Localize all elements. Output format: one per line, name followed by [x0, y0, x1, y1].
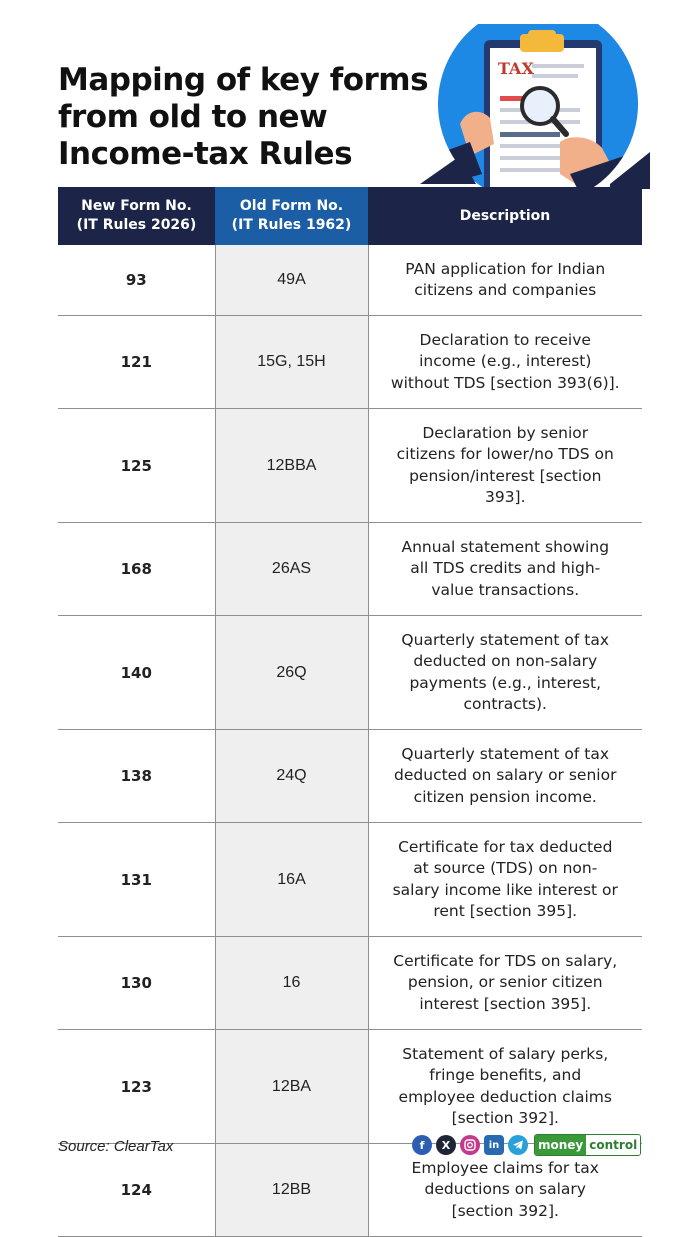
tax-document-magnifier-icon — [420, 24, 650, 189]
new-form-cell: 138 — [58, 730, 215, 823]
old-form-cell: 12BBA — [215, 409, 368, 523]
old-form-cell: 16A — [215, 823, 368, 937]
new-form-cell: 124 — [58, 1144, 215, 1237]
forms-mapping-table — [58, 187, 642, 1237]
description-cell: Statement of salary perks, fringe benefits, and employee deduction claims [section 392]. — [368, 1030, 642, 1144]
description-cell: Annual statement showing all TDS credits and high- value transactions. — [368, 523, 642, 616]
new-form-cell: 140 — [58, 616, 215, 730]
title-line-3: Income-tax Rules — [58, 136, 353, 172]
description-cell: Declaration to receive income (e.g., interest) without TDS [section 393(6)]. — [368, 316, 642, 409]
moneycontrol-logo: money control — [534, 1134, 641, 1156]
table-row — [58, 823, 642, 937]
table-row — [58, 1144, 642, 1237]
table-row — [58, 937, 642, 1030]
table-row — [58, 1030, 642, 1144]
table-row — [58, 316, 642, 409]
table-row — [58, 245, 642, 316]
title-line-1: Mapping of key forms — [58, 62, 429, 98]
description-cell: Declaration by senior citizens for lower/no TDS on pension/interest [section 393]. — [368, 409, 642, 523]
linkedin-icon[interactable]: in — [484, 1135, 504, 1155]
description-cell: Quarterly statement of tax deducted on non-salary payments (e.g., interest, contracts). — [368, 616, 642, 730]
header-description: Description — [368, 187, 642, 245]
description-cell: Certificate for TDS on salary, pension, or senior citizen interest [section 395]. — [368, 937, 642, 1030]
table-row — [58, 409, 642, 523]
old-form-cell: 12BB — [215, 1144, 368, 1237]
new-form-cell: 121 — [58, 316, 215, 409]
table-header-row — [58, 187, 642, 245]
description-cell: Certificate for tax deducted at source (TDS) on non- salary income like interest or rent [section 395]. — [368, 823, 642, 937]
title-line-2: from old to new — [58, 99, 328, 135]
old-form-cell: 16 — [215, 937, 368, 1030]
new-form-cell: 93 — [58, 245, 215, 316]
table-row — [58, 730, 642, 823]
old-form-cell: 26Q — [215, 616, 368, 730]
description-cell: Quarterly statement of tax deducted on salary or senior citizen pension income. — [368, 730, 642, 823]
old-form-cell: 24Q — [215, 730, 368, 823]
old-form-cell: 15G, 15H — [215, 316, 368, 409]
x-icon[interactable]: X — [436, 1135, 456, 1155]
table-row — [58, 523, 642, 616]
new-form-cell: 123 — [58, 1030, 215, 1144]
table-row — [58, 616, 642, 730]
footer-social-bar — [412, 1134, 641, 1156]
new-form-cell: 125 — [58, 409, 215, 523]
old-form-cell: 49A — [215, 245, 368, 316]
instagram-icon[interactable] — [460, 1135, 480, 1155]
new-form-cell: 168 — [58, 523, 215, 616]
telegram-icon[interactable] — [508, 1135, 528, 1155]
header-old-form: Old Form No. (IT Rules 1962) — [215, 187, 368, 245]
new-form-cell: 131 — [58, 823, 215, 937]
facebook-icon[interactable]: f — [412, 1135, 432, 1155]
old-form-cell: 26AS — [215, 523, 368, 616]
new-form-cell: 130 — [58, 937, 215, 1030]
source-credit: Source: ClearTax — [58, 1138, 174, 1155]
description-cell: Employee claims for tax deductions on salary [section 392]. — [368, 1144, 642, 1237]
description-cell: PAN application for Indian citizens and companies — [368, 245, 642, 316]
old-form-cell: 12BA — [215, 1030, 368, 1144]
header-new-form: New Form No. (IT Rules 2026) — [58, 187, 215, 245]
page-title — [58, 62, 458, 173]
tax-label: TAX — [498, 59, 534, 78]
